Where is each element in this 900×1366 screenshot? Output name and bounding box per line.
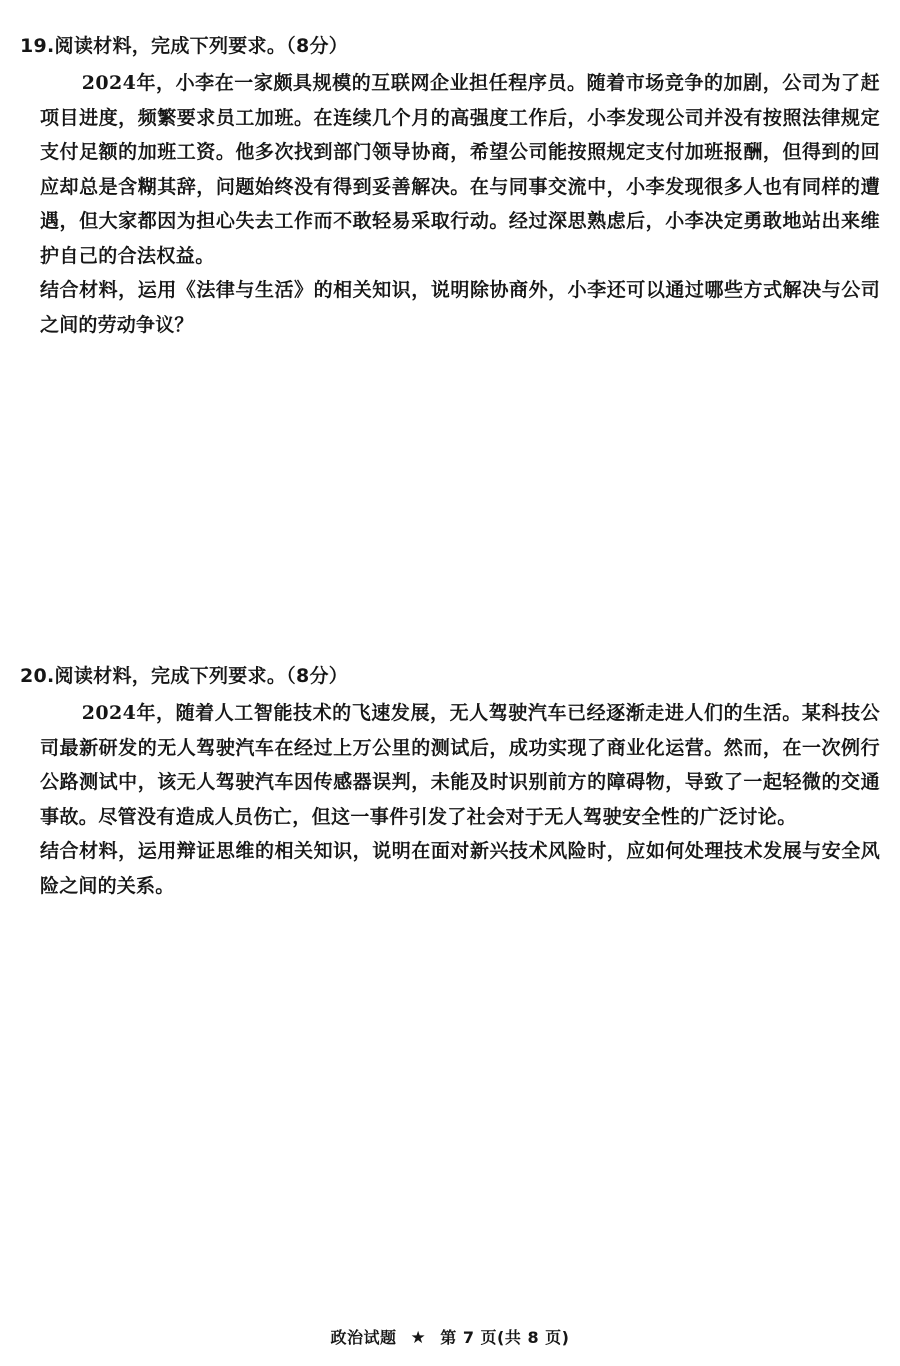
question-heading: 19.阅读材料，完成下列要求。（8分）: [20, 35, 349, 57]
question-prompt: 结合材料，运用《法律与生活》的相关知识，说明除协商外，小李还可以通过哪些方式解决与公司之间的劳动争议？: [40, 279, 880, 336]
question-20: [20, 660, 880, 903]
question-19: [20, 30, 880, 342]
footer-page-number: 第 7 页(共 8 页): [440, 1328, 570, 1347]
question-material: 2024年，小李在一家颇具规模的互联网企业担任程序员。随着市场竞争的加剧，公司为了赶项目进度，频繁要求员工加班。在连续几个月的高强度工作后，小李发现公司并没有按照法律规定支付足额的加班工资。他多次找到部门领导协商，希望公司能按照规定支付加班报酬，但得到的回应却总是含糊其辞，问题始终没有得到妥善解决。在与同事交流中，小李发现很多人也有同样的遭遇，但大家都因为担心失去工作而不敢轻易采取行动。经过深思熟虑后，小李决定勇敢地站出来维护自己的合法权益。: [40, 72, 880, 267]
question-prompt: 结合材料，运用辩证思维的相关知识，说明在面对新兴技术风险时，应如何处理技术发展与安全风险之间的关系。: [40, 840, 880, 897]
footer-subject: 政治试题: [330, 1328, 397, 1347]
question-material: 2024年，随着人工智能技术的飞速发展，无人驾驶汽车已经逐渐走进人们的生活。某科技公司最新研发的无人驾驶汽车在经过上万公里的测试后，成功实现了商业化运营。然而，在一次例行公路测试中，该无人驾驶汽车因传感器误判，未能及时识别前方的障碍物，导致了一起轻微的交通事故。尽管没有造成人员伤亡，但这一事件引发了社会对于无人驾驶安全性的广泛讨论。: [40, 702, 880, 828]
star-icon: ★: [410, 1328, 427, 1348]
page-footer: [0, 1325, 900, 1348]
question-heading: 20.阅读材料，完成下列要求。（8分）: [20, 665, 349, 687]
